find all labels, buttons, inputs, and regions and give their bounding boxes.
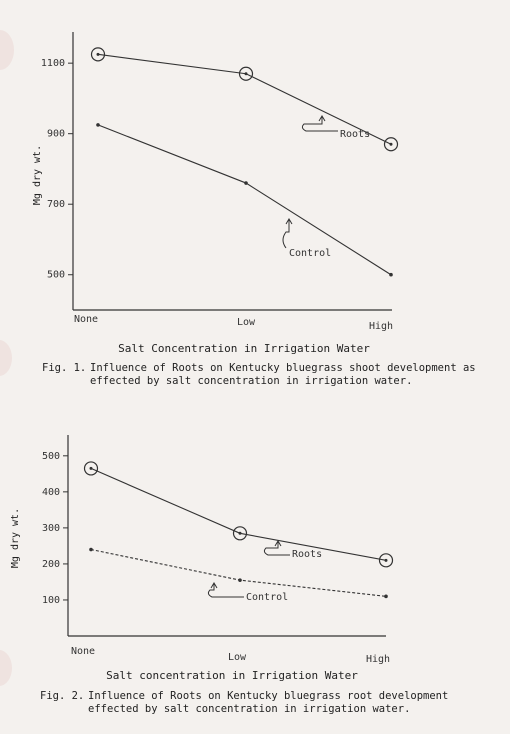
series-label-control: Control (246, 592, 289, 603)
data-point-roots-center (90, 467, 93, 470)
x-axis-label: Salt Concentration in Irrigation Water (118, 342, 370, 355)
y-tick-label: 500 (46, 269, 65, 281)
x-tick-label: High (368, 321, 394, 332)
data-point-roots-center (385, 559, 388, 562)
y-tick-label: 900 (46, 128, 65, 140)
figure-1-caption-text: Influence of Roots on Kentucky bluegrass shoot development as effected by salt concentration in irrigation water. (90, 362, 476, 387)
x-tick-label: None (73, 314, 99, 325)
y-tick-label: 100 (41, 594, 60, 606)
series-line-control (91, 550, 386, 597)
y-tick-label: 300 (41, 522, 60, 534)
y-tick-label: 1100 (40, 58, 65, 70)
x-tick-label: Low (236, 317, 256, 328)
x-tick-label: Low (227, 652, 247, 663)
figure-2-caption-text: Influence of Roots on Kentucky bluegrass root development effected by salt concentration in irrigation water. (88, 690, 449, 715)
y-tick-label: 700 (46, 199, 65, 211)
series-label-roots: Roots (340, 129, 371, 140)
y-tick-label: 200 (41, 558, 60, 570)
y-axis-label: Mg dry wt. (32, 144, 43, 206)
y-axis-label: Mg dry wt. (10, 507, 21, 569)
series-label-roots: Roots (292, 549, 323, 560)
data-point-control (89, 548, 93, 552)
y-tick-label: 500 (41, 450, 60, 462)
series-label-control: Control (289, 248, 332, 259)
data-point-roots-center (239, 532, 242, 535)
figure-2-caption (40, 690, 502, 716)
figure-1-number: Fig. 1. (42, 362, 87, 374)
figure-2-number: Fig. 2. (40, 690, 85, 702)
y-tick-label: 400 (41, 486, 60, 498)
x-tick-label: High (365, 654, 391, 665)
data-point-control (238, 578, 242, 582)
data-point-control (384, 595, 388, 599)
annotation-arrow (264, 542, 290, 555)
annotation-arrow (208, 584, 244, 597)
x-tick-label: None (70, 646, 96, 657)
x-axis-label: Salt concentration in Irrigation Water (106, 669, 358, 682)
series-line-roots (91, 468, 386, 560)
